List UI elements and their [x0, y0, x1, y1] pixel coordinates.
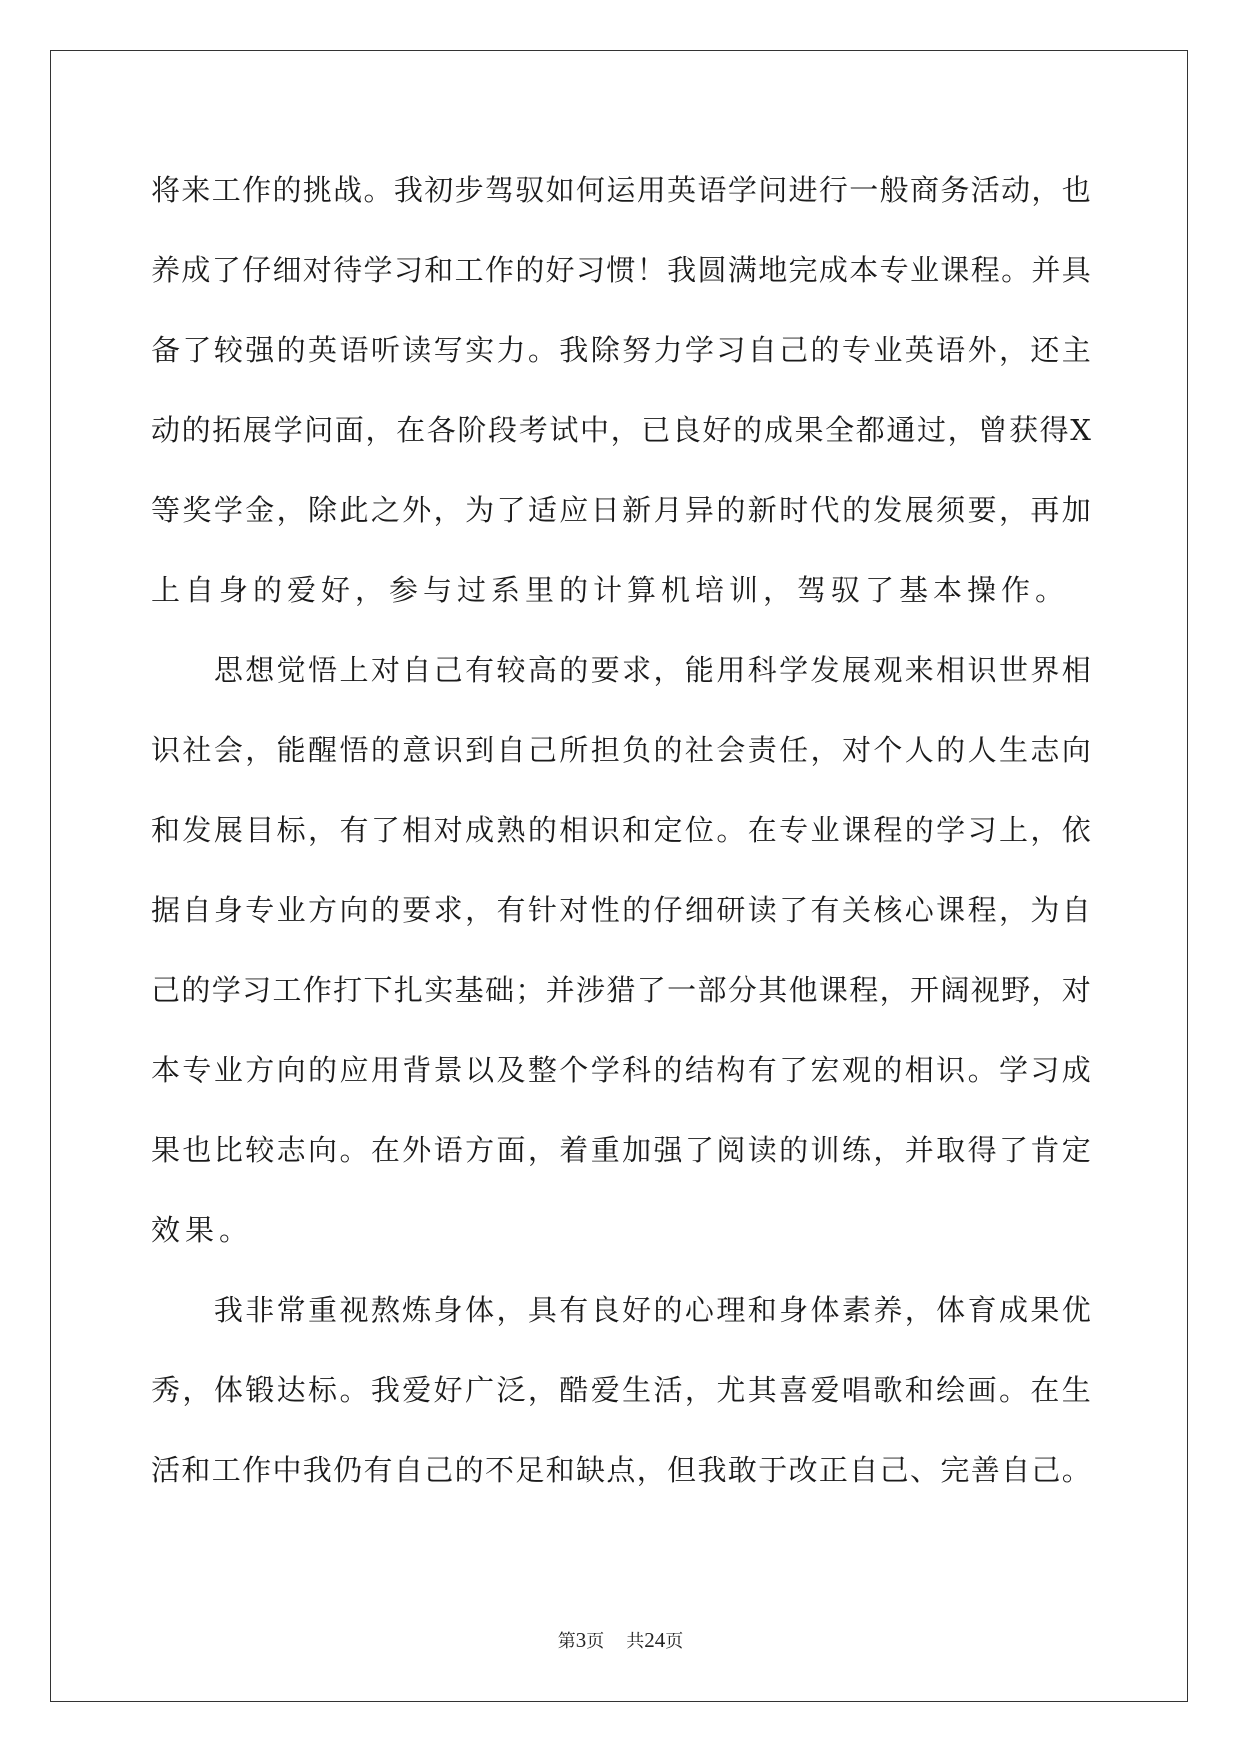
- text-line: 活 和 工 作 中 我 仍 有 自 己 的 不 足 和 缺 点 ， 但 我 敢 于 改 正 自 己 、 完 善 自 己 。: [151, 1453, 1091, 1487]
- page-total: 24: [644, 1628, 666, 1652]
- text-line: 思 想 觉 悟 上 对 自 己 有 较 高 的 要 求 ， 能 用 科 学 发 展 观 来 相 识 世 界 相: [213, 653, 1091, 687]
- document-body: [151, 150, 1091, 1510]
- text-line: 上自身的爱好，参与过系里的计算机培训，驾驭了基本操作。: [151, 573, 1070, 607]
- text-line: 养 成 了 仔 细 对 待 学 习 和 工 作 的 好 习 惯 ！ 我 圆 满 地 完 成 本 专 业 课 程 。 并 具: [151, 253, 1091, 287]
- text-line: 我 非 常 重 视 熬 炼 身 体 ， 具 有 良 好 的 心 理 和 身 体 素 养 ， 体 育 成 果 优: [213, 1293, 1091, 1327]
- page-prefix: 第: [557, 1631, 576, 1652]
- text-line: 将 来 工 作 的 挑 战 。 我 初 步 驾 驭 如 何 运 用 英 语 学 问 进 行 一 般 商 务 活 动 ， 也: [151, 173, 1091, 207]
- text-line: 等 奖 学 金 ， 除 此 之 外 ， 为 了 适 应 日 新 月 异 的 新 时 代 的 发 展 须 要 ， 再 加: [151, 493, 1091, 527]
- text-line: 本 专 业 方 向 的 应 用 背 景 以 及 整 个 学 科 的 结 构 有 了 宏 观 的 相 识 。 学 习 成: [151, 1053, 1091, 1087]
- page-footer: [0, 1627, 1241, 1653]
- text-line: 效果。: [151, 1213, 254, 1247]
- text-line: 动 的 拓 展 学 问 面 ， 在 各 阶 段 考 试 中 ， 已 良 好 的 成 果 全 都 通 过 ， 曾 获 得 X: [151, 413, 1091, 447]
- text-line: 秀 ， 体 锻 达 标 。 我 爱 好 广 泛 ， 酷 爱 生 活 ， 尤 其 喜 爱 唱 歌 和 绘 画 。 在 生: [151, 1373, 1091, 1407]
- text-line: 据 自 身 专 业 方 向 的 要 求 ， 有 针 对 性 的 仔 细 研 读 了 有 关 核 心 课 程 ， 为 自: [151, 893, 1091, 927]
- page-number: 3: [575, 1628, 587, 1652]
- text-line: 备 了 较 强 的 英 语 听 读 写 实 力 。 我 除 努 力 学 习 自 己 的 专 业 英 语 外 ， 还 主: [151, 333, 1091, 367]
- text-line: 果 也 比 较 志 向 。 在 外 语 方 面 ， 着 重 加 强 了 阅 读 的 训 练 ， 并 取 得 了 肯 定: [151, 1133, 1091, 1167]
- text-line: 己 的 学 习 工 作 打 下 扎 实 基 础 ； 并 涉 猎 了 一 部 分 其 他 课 程 ， 开 阔 视 野 ， 对: [151, 973, 1091, 1007]
- total-suffix: 页: [665, 1631, 684, 1652]
- total-prefix: 共: [626, 1631, 645, 1652]
- page-mid: 页: [586, 1631, 605, 1652]
- text-line: 识 社 会 ， 能 醒 悟 的 意 识 到 自 己 所 担 负 的 社 会 责 任 ， 对 个 人 的 人 生 志 向: [151, 733, 1091, 767]
- text-line: 和 发 展 目 标 ， 有 了 相 对 成 熟 的 相 识 和 定 位 。 在 专 业 课 程 的 学 习 上 ， 依: [151, 813, 1091, 847]
